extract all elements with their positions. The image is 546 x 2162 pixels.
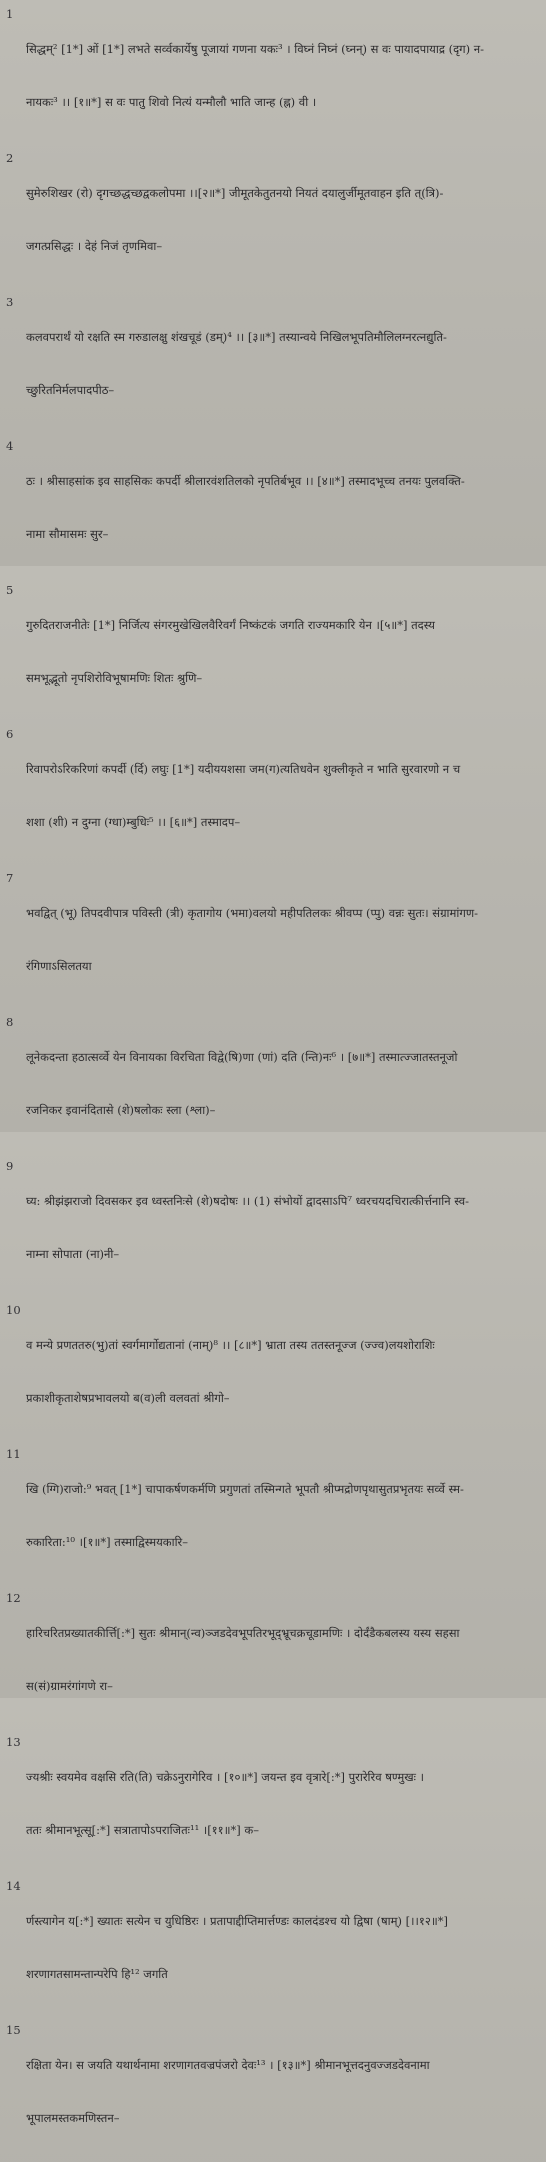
verse-line: व मन्ये प्रणततरु(भु)तां स्वर्गमार्गोद्यतानां (नाम्)⁸ ।। [८॥*] भ्राता तस्य ततस्तनूज्ज (ज्ज्व)लयशोराशिः — [26, 1338, 435, 1352]
line-number: 5 — [6, 583, 14, 597]
verse-line: घ्य: श्रीझंझराजो दिवसकर इव ध्वस्तनिःसे (शे)षदोषः ।। (1) संभोयों द्वादसाऽपि⁷ ध्वरचयदचिरात्कीर्त्तनानि स्व- — [26, 1194, 470, 1208]
verse-line: नामा सौमासमः सुर– — [26, 526, 109, 541]
verse-entry-7 — [6, 870, 538, 1010]
verse-text — [26, 726, 538, 866]
verse-entry-11 — [6, 1446, 538, 1586]
verse-entry-13 — [6, 1734, 538, 1874]
verse-line: रक्षिता येन। स जयति यथार्थनामा शरणागतवज्रपंजरो देवः¹³ । [१३॥*] श्रीमानभूत्तदनुवज्जडदेवनामा — [26, 2058, 430, 2072]
line-number: 7 — [6, 871, 14, 885]
verse-line: नाम्ना सोपाता (ना)नी– — [26, 1246, 120, 1261]
verse-line: सिद्धम्² [1*] ओं [1*] लभते सर्व्वकार्येषु पूजायां गणना यकः³ । विघ्नं निघ्नं (घ्नन्) स वः पायादपायाद्र (दृग) न- — [26, 42, 485, 56]
line-number: 2 — [6, 151, 14, 165]
verse-text — [26, 1590, 538, 1730]
verse-line: ततः श्रीमानभूत्सू[:*] सत्रातापोऽपराजितः¹¹ ।[११॥*] क– — [26, 1822, 260, 1837]
verse-text — [26, 1446, 538, 1586]
verse-line: हारिचरितप्रख्यातकीर्त्ति[:*] सुतः श्रीमान्(न्व)ञ्जडदेवभूपतिरभूद्भ्रूचक्रचूडामणिः । दोर्दंडैकबलस्य यस्य सहसा — [26, 1626, 460, 1640]
line-number: 12 — [6, 1591, 21, 1605]
verse-entry-2 — [6, 150, 538, 290]
verse-line: ठः । श्रीसाहसांक इव साहसिकः कपर्दी श्रीलारवंशतिलको नृपतिर्बभूव ।। [४॥*] तस्मादभूच्च तनयः पुलवक्ति- — [26, 474, 465, 488]
verse-text — [26, 870, 538, 1010]
verse-line: स(सं)ग्रामरंगांगणे रा– — [26, 1678, 113, 1693]
verse-entry-6 — [6, 726, 538, 866]
verse-line: लूनेकदन्ता हठात्सर्व्वे येन विनायका विरचिता विद्वे(षि)णा (णां) दति (न्ति)नः⁶ । [७॥*] तस्मात्ज्जातस्तनूजो — [26, 1050, 458, 1064]
verse-line: ज्यश्रीः स्वयमेव वक्षसि रति(ति) चक्रेऽनुरागेरिव । [१०॥*] जयन्त इव वृत्रारे[:*] पुरारेरिव षण्मुखः । — [26, 1770, 424, 1784]
verse-line: रुकारिता:¹⁰ ।[१॥*] तस्माद्विस्मयकारि– — [26, 1534, 188, 1549]
verse-line: सुमेरुशिखर (रो) दृगच्छद्धच्छद्वकलोपमा ।।[२॥*] जीमूतकेतुतनयो नियतं दयालुर्जीमूतवाहन इति त्(त्रि)- — [26, 186, 444, 200]
line-number: 15 — [6, 2023, 21, 2037]
verse-line: भवद्वित् (भू) तिपदवीपात्र पविस्ती (त्री) कृतागोय (भमा)वलयो महीपतिलकः श्रीवप्प (प्पु) वन्नः सुतः। संग्रामांगण- — [26, 906, 479, 920]
line-number: 10 — [6, 1303, 21, 1317]
verse-text — [26, 6, 538, 146]
verse-entry-1 — [6, 6, 538, 146]
line-number: 3 — [6, 295, 14, 309]
verse-line: शशा (शी) न दुग्ना (ग्धा)म्बुधिः⁵ ।। [६॥*] तस्मादप– — [26, 814, 241, 829]
verse-text — [26, 1878, 538, 2018]
verse-text — [26, 294, 538, 434]
verse-line: शरणागतसामन्तान्परेपि हि¹² जगति — [26, 1966, 168, 1981]
line-number: 11 — [6, 1447, 21, 1461]
verse-line: खि (ग्गि)राजो:⁹ भवत् [1*] चापाकर्षणकर्मणि प्रगुणतां तस्मिन्गते भूपतौ श्रीप्मद्रोणपृथासुतप्रभृतयः सर्व्वे स्म- — [26, 1482, 464, 1496]
verse-entry-5 — [6, 582, 538, 722]
line-number: 14 — [6, 1879, 21, 1893]
line-number: 13 — [6, 1735, 21, 1749]
verse-entry-9 — [6, 1158, 538, 1298]
line-number: 1 — [6, 7, 14, 21]
verse-line: प्रकाशीकृताशेषप्रभावलयो ब(व)ली वलवतां श्रीगो– — [26, 1390, 230, 1405]
verse-line: रजनिकर इवानंदितासे (शे)षलोकः स्ला (श्ला)– — [26, 1102, 216, 1117]
verse-entry-12 — [6, 1590, 538, 1730]
verse-line: जगत्प्रसिद्धः । देहं निजं तृणमिवा– — [26, 238, 163, 253]
verse-entry-14 — [6, 1878, 538, 2018]
verse-line: रंगिणाऽसिलतया — [26, 958, 92, 973]
verse-text — [26, 2022, 538, 2162]
verse-line: भूपालमस्तकमणिस्तन– — [26, 2110, 120, 2125]
verse-line: गुरुदितराजनीतेः [1*] निर्जित्य संगरमुखेखिलवैरिवर्गं निष्कंटकं जगति राज्यमकारि येन ।[५॥*] तदस्य — [26, 618, 435, 632]
verse-text — [26, 1158, 538, 1298]
verse-entry-8 — [6, 1014, 538, 1154]
line-number: 8 — [6, 1015, 14, 1029]
verse-line: कलवपरार्थं यो रक्षति स्म गरुडालक्षु शंखचूडं (डम्)⁴ ।। [३॥*] तस्यान्वये निखिलभूपतिमौलिलग्नरत्नद्युति- — [26, 330, 447, 344]
verse-line: नायकः³ ।। [१॥*] स वः पातु शिवो नित्यं यन्मौलौ भाति जान्ह (ह्न) वी । — [26, 94, 317, 109]
line-number: 4 — [6, 439, 14, 453]
verse-entry-3 — [6, 294, 538, 434]
verse-entry-15 — [6, 2022, 538, 2162]
verse-text — [26, 1302, 538, 1442]
line-number: 6 — [6, 727, 14, 741]
verse-line: रिवापरोऽरिकरिणां कपर्दी (र्दि) लघुः [1*] यदीययशसा जम(ग)त्यतिधवेन शुक्लीकृते न भाति सुरवारणो न च — [26, 762, 461, 776]
verse-text — [26, 150, 538, 290]
verse-line: समभूद्भूतो नृपशिरोविभूषामणिः शितः श्रुणि– — [26, 670, 203, 685]
verse-text — [26, 438, 538, 578]
verse-text — [26, 582, 538, 722]
verse-entry-4 — [6, 438, 538, 578]
verse-line: र्णस्त्यागेन य[:*] ख्यातः सत्येन च युधिष्ठिरः । प्रतापाद्दीप्तिमार्त्तण्डः कालदंडश्च यो द्विषा (षाम्) [।।१२॥*] — [26, 1914, 448, 1928]
verse-line: च्छुरितनिर्मलपादपीठ– — [26, 382, 115, 397]
verse-text — [26, 1014, 538, 1154]
line-number: 9 — [6, 1159, 14, 1173]
verse-entry-10 — [6, 1302, 538, 1442]
verse-text — [26, 1734, 538, 1874]
